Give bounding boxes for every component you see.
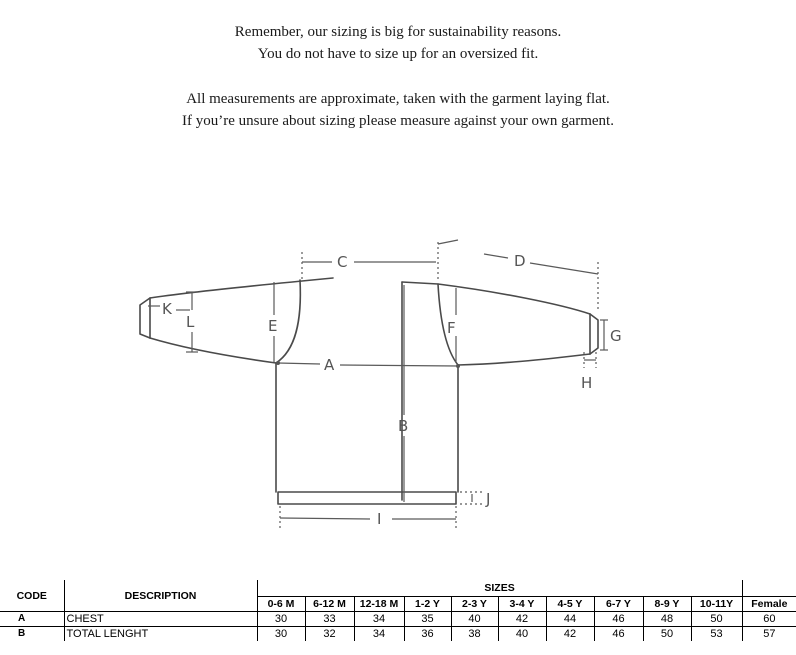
row-code: A [0, 612, 64, 627]
size-header: 6-7 Y [594, 597, 643, 612]
size-header: 3-4 Y [498, 597, 546, 612]
description-header: DESCRIPTION [64, 580, 257, 612]
code-header: CODE [16, 589, 47, 602]
label-b: B [398, 417, 409, 435]
sizes-header-spacer [742, 580, 796, 597]
label-k: K [162, 300, 172, 318]
size-value: 30 [257, 612, 305, 627]
intro-line: If you’re unsure about sizing please measure against your own garment. [182, 113, 614, 129]
size-value: 33 [305, 612, 354, 627]
size-value: 48 [643, 612, 691, 627]
row-code: B [0, 627, 64, 642]
size-header: 8-9 Y [643, 597, 691, 612]
size-value: 30 [257, 627, 305, 642]
size-value: 44 [546, 612, 594, 627]
label-c: C [337, 253, 348, 271]
size-value: 60 [742, 612, 796, 627]
intro-line: You do not have to size up for an oversized fit. [257, 46, 539, 62]
size-header: Female [742, 597, 796, 612]
size-header: 6-12 M [305, 597, 354, 612]
table-row [0, 627, 796, 642]
intro-line: Remember, our sizing is big for sustainability reasons. [234, 24, 562, 40]
label-a: A [324, 356, 335, 374]
size-header: 0-6 M [257, 597, 305, 612]
size-header: 4-5 Y [546, 597, 594, 612]
size-value: 32 [305, 627, 354, 642]
garment-outline [140, 278, 598, 504]
size-value: 46 [594, 627, 643, 642]
size-value: 50 [643, 627, 691, 642]
sizes-header: SIZES [257, 580, 742, 597]
intro-line: All measurements are approximate, taken with the garment laying flat. [186, 91, 610, 107]
label-i: I [377, 510, 382, 528]
size-value: 34 [354, 612, 404, 627]
size-value: 50 [691, 612, 742, 627]
size-header: 2-3 Y [451, 597, 498, 612]
label-g: G [610, 327, 622, 345]
measurement-lines [148, 240, 608, 528]
size-header: 1-2 Y [404, 597, 451, 612]
size-value: 36 [404, 627, 451, 642]
size-value: 40 [451, 612, 498, 627]
label-h: H [581, 374, 593, 392]
size-value: 40 [498, 627, 546, 642]
label-d: D [514, 252, 526, 270]
label-f: F [447, 319, 456, 337]
row-description: TOTAL LENGHT [64, 627, 257, 642]
size-value: 42 [546, 627, 594, 642]
size-chart-table [0, 580, 796, 641]
row-description: CHEST [64, 612, 257, 627]
size-value: 46 [594, 612, 643, 627]
size-header: 12-18 M [354, 597, 404, 612]
size-header: 10-11Y [691, 597, 742, 612]
table-row [0, 612, 796, 627]
size-value: 38 [451, 627, 498, 642]
size-value: 57 [742, 627, 796, 642]
size-value: 53 [691, 627, 742, 642]
label-e: E [268, 317, 278, 335]
label-j: J [486, 490, 491, 508]
size-value: 35 [404, 612, 451, 627]
size-value: 42 [498, 612, 546, 627]
label-l: L [186, 313, 195, 331]
size-value: 34 [354, 627, 404, 642]
measurement-labels [162, 252, 622, 528]
